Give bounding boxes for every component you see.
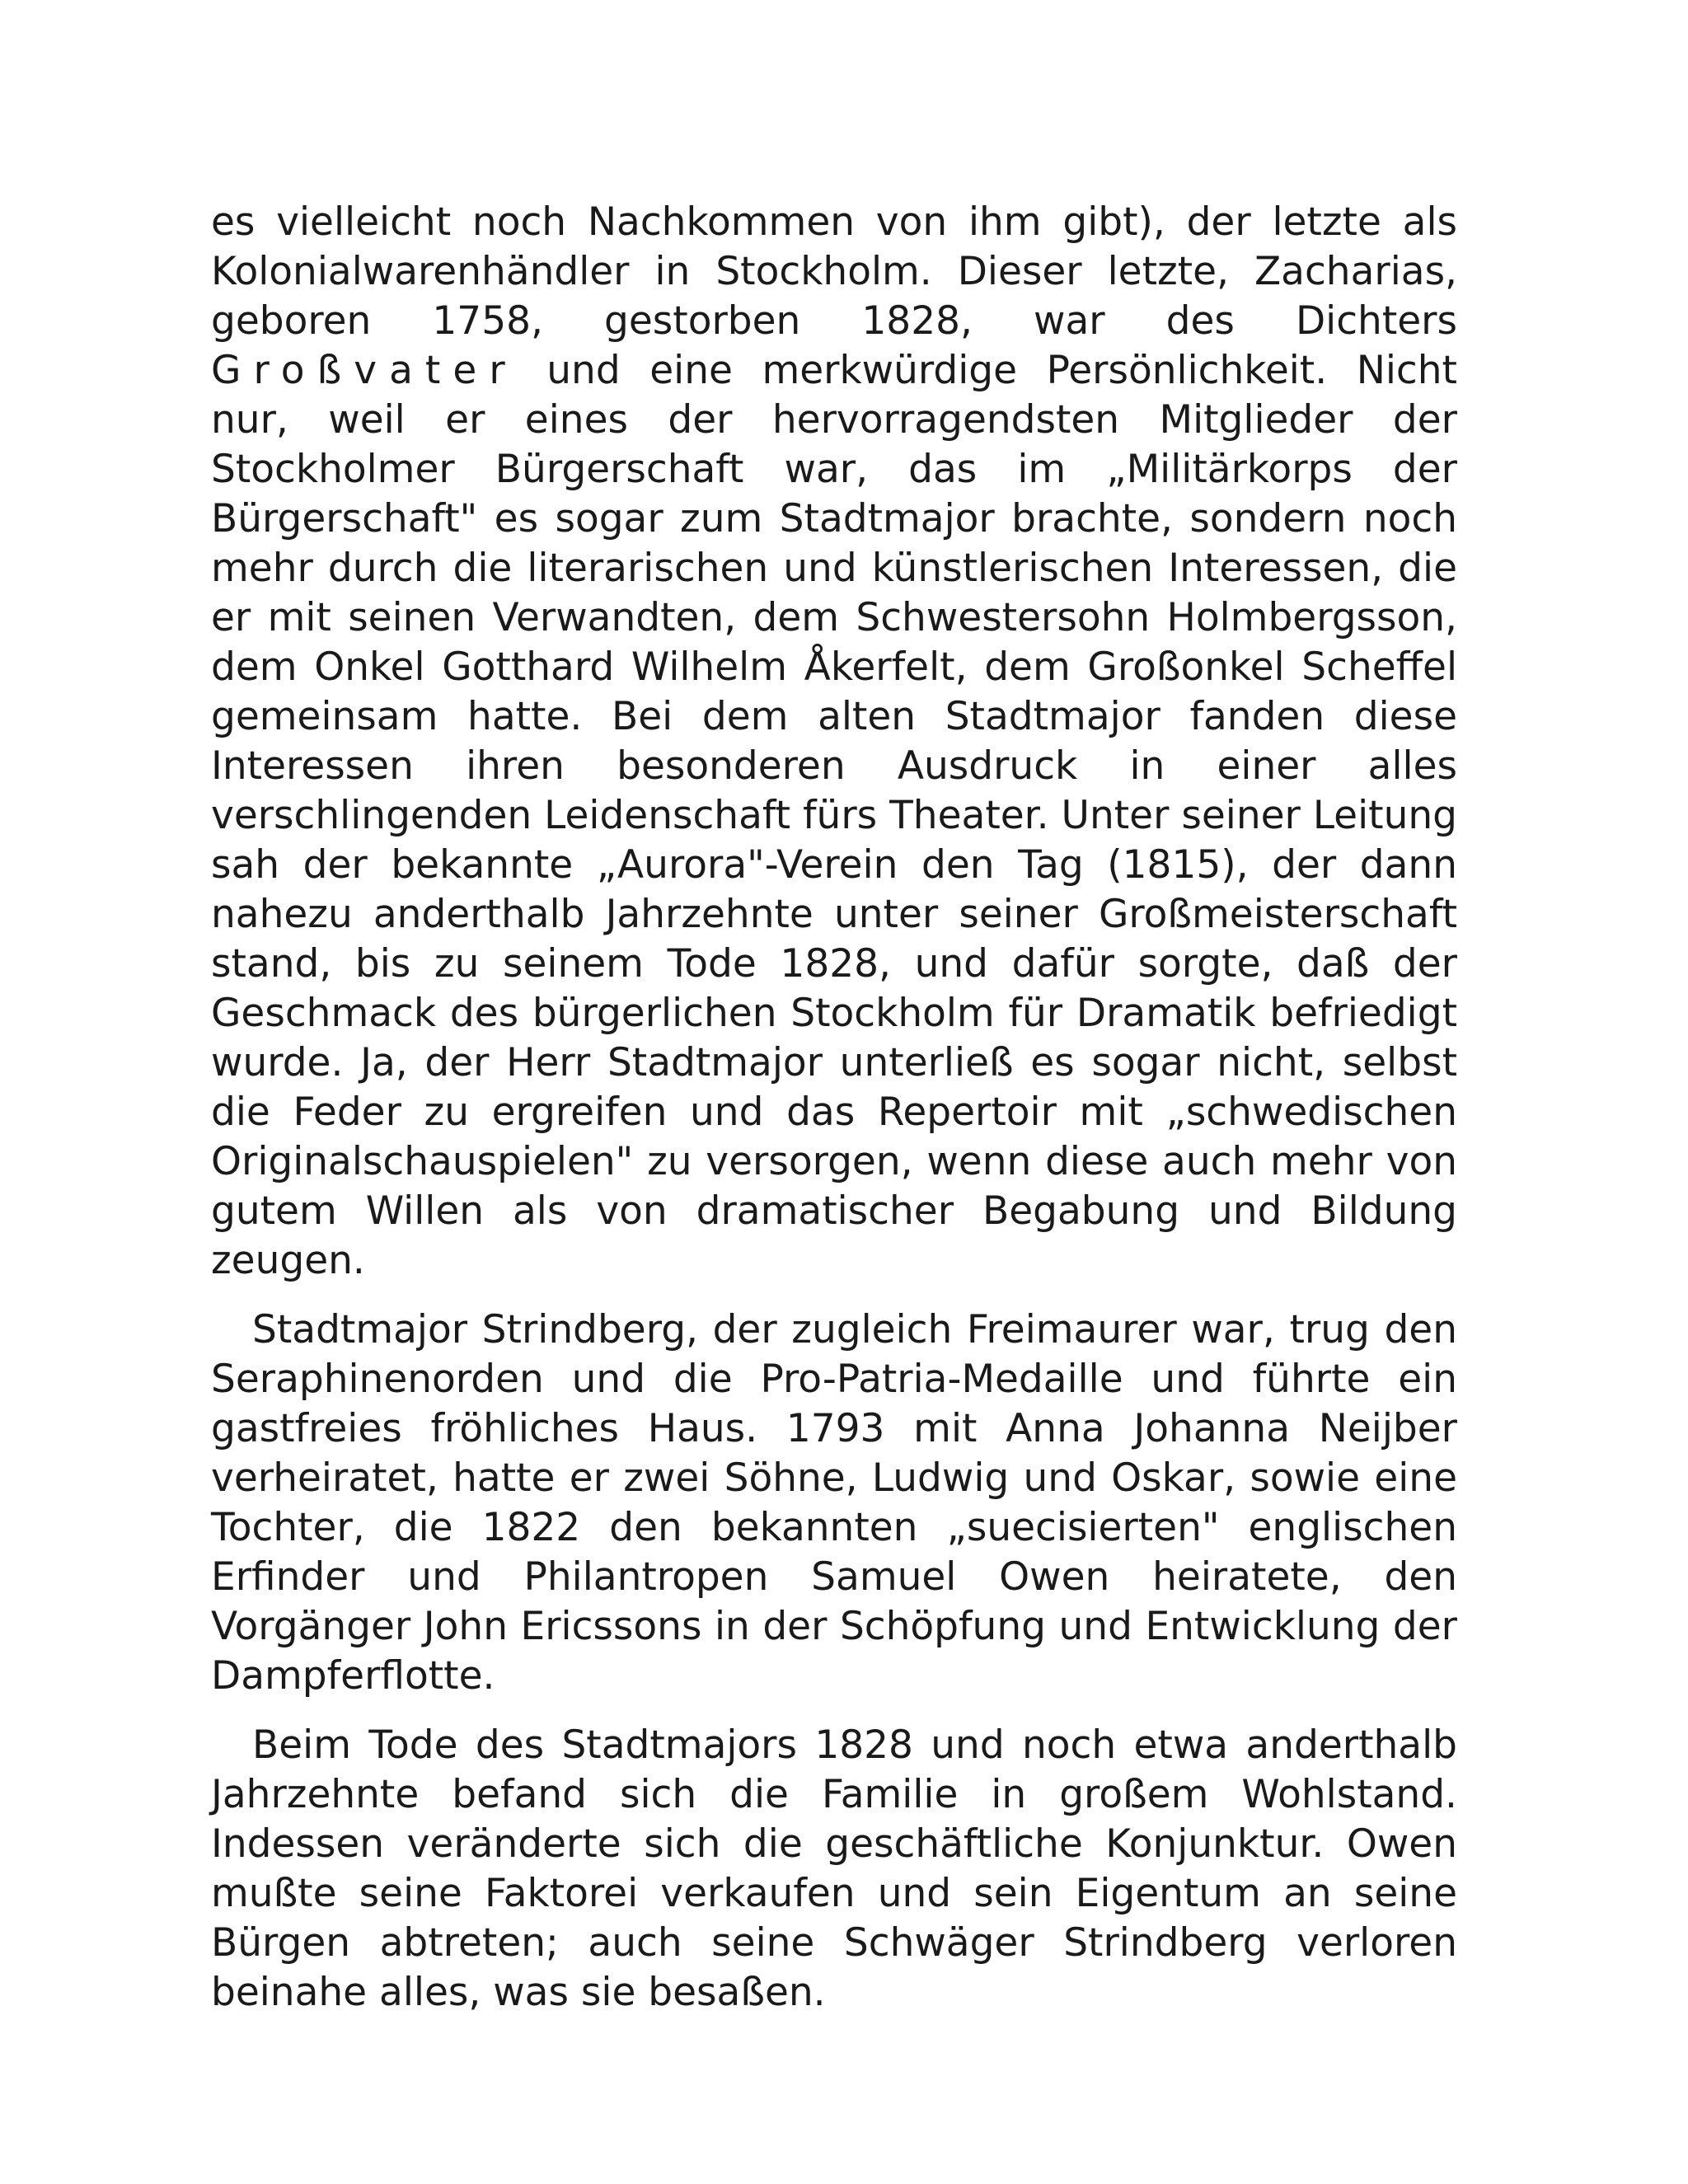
emphasized-word-grossvater: Großvater — [211, 348, 518, 393]
paragraph-2: Stadtmajor Strindberg, der zugleich Freimaurer war, trug den Seraphinenorden und die Pro-Patria-Medaille und führte ein gastfreies fröhliches Haus. 1793 mit Anna Johanna Neijber verheiratet, hatte er zwei Söhne, Ludwig und Oskar, sowie eine Tochter, die 1822 den bekannten „suecisierten" englischen Erfinder und Philantropen Samuel Owen heiratete, den Vorgänger John Ericssons in der Schöpfung und Entwicklung der Dampferflotte. — [211, 1307, 1457, 1699]
paragraph-1-text-end: und eine merkwürdige Persönlichkeit. Nicht nur, weil er eines der hervorragendsten Mitglieder der Stockholmer Bürgerschaft war, das im „Militärkorps der Bürgerschaft" es sogar zum Stadtmajor brachte, sondern noch mehr durch die literarischen und künstlerischen Interessen, die er mit seinen Verwandten, dem Schwestersohn Holmbergsson, dem Onkel Gotthard Wilhelm Åkerfelt, dem Großonkel Scheffel gemeinsam hatte. Bei dem alten Stadtmajor fanden diese Interessen ihren besonderen Ausdruck in einer alles verschlingenden Leidenschaft fürs Theater. Unter seiner Leitung sah der bekannte „Aurora"-Verein den Tag (1815), der dann nahezu anderthalb Jahrzehnte unter seiner Großmeisterschaft stand, bis zu seinem Tode 1828, und dafür sorgte, daß der Geschmack des bürgerlichen Stockholm für Dramatik befriedigt wurde. Ja, der Herr Stadtmajor unterließ es sogar nicht, selbst die Feder zu ergreifen und das Repertoir mit „schwedischen Originalschauspielen" zu versorgen, wenn diese auch mehr von gutem Willen als von dramatischer Begabung und Bildung zeugen. — [211, 348, 1457, 1283]
paragraph-1-text-start: es vielleicht noch Nachkommen von ihm gibt), der letzte als Kolonialwarenhändler in Stockholm. Dieser letzte, Zacharias, geboren 1758, gestorben 1828, war des Dichters — [211, 199, 1457, 344]
paragraph-1 — [211, 198, 1457, 1286]
paragraph-3: Beim Tode des Stadtmajors 1828 und noch etwa anderthalb Jahrzehnte befand sich die Familie in großem Wohlstand. Indessen veränderte sich die geschäftliche Konjunktur. Owen mußte seine Faktorei verkaufen und sein Eigentum an seine Bürgen abtreten; auch seine Schwäger Strindberg verloren beinahe alles, was sie besaßen. — [211, 1722, 1457, 2015]
body-text — [211, 198, 1457, 2037]
